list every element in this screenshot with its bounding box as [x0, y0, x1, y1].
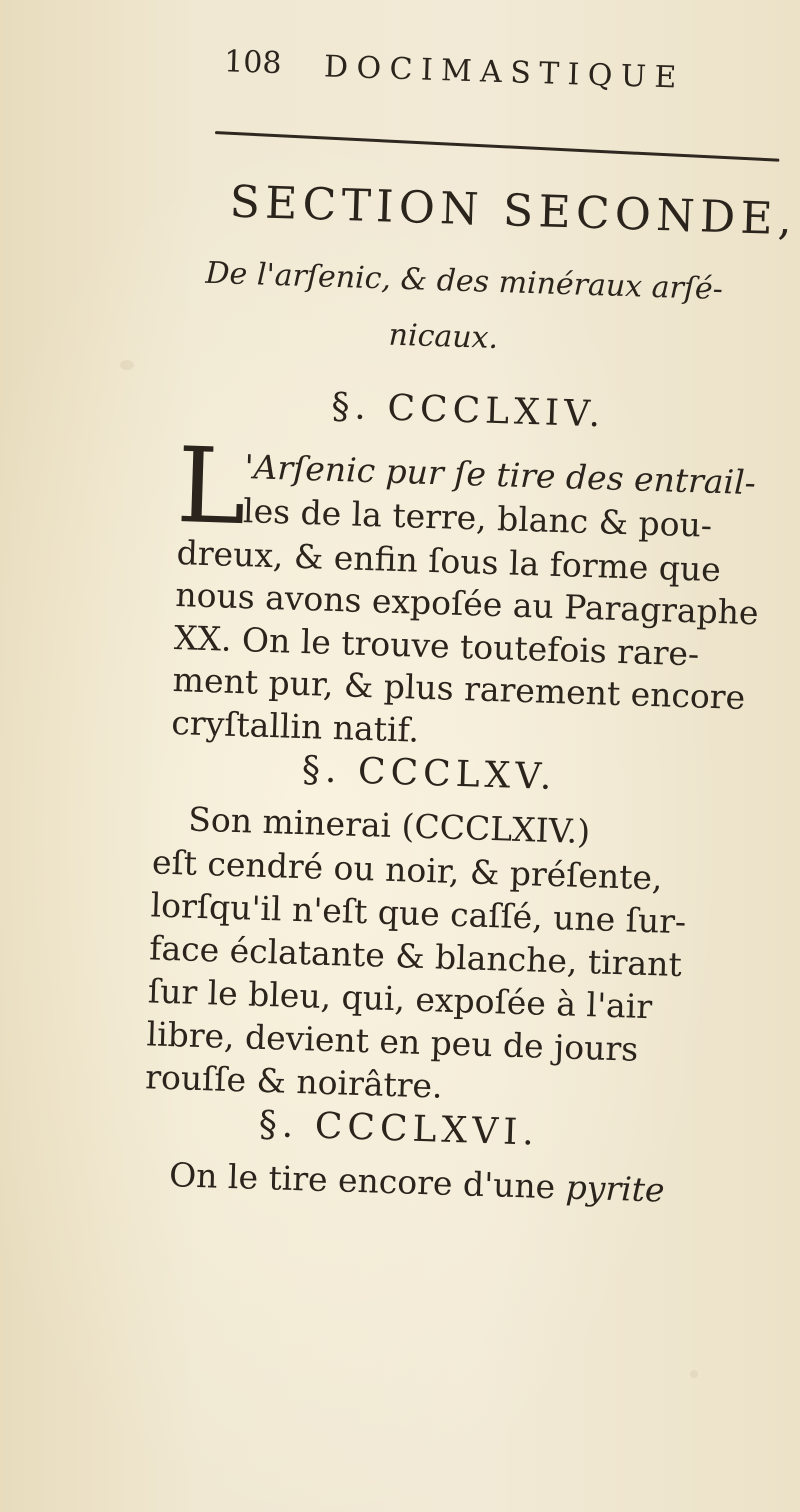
section-subtitle-line-1: De l'arſenic, & des minéraux arſé- — [205, 255, 724, 308]
body-line: libre, devient en peu de jours — [146, 1014, 639, 1069]
body-line: ment pur, & plus rarement encore — [172, 659, 746, 717]
body-text: On le tire encore d'une — [168, 1155, 567, 1207]
body-line: face éclatante & blanche, tirant — [148, 928, 683, 985]
body-line: eſt cendré ou noir, & préſente, — [151, 842, 664, 898]
body-line: rouſſe & noirâtre. — [144, 1057, 444, 1106]
drop-cap: L — [174, 424, 248, 549]
section-subtitle-line-2: nicaux. — [388, 317, 499, 357]
body-line: les de la terre, blanc & pou- — [242, 491, 713, 545]
paragraph-heading: §. CCCLXV. — [301, 749, 558, 799]
paragraph-heading: §. CCCLXVI. — [258, 1103, 540, 1154]
header-rule — [215, 131, 779, 162]
paragraph-heading: §. CCCLXIV. — [330, 385, 606, 436]
body-line: ſur le bleu, qui, expoſée à l'air — [147, 971, 653, 1027]
body-line: dreux, & enfin ſous la forme que — [176, 533, 722, 590]
section-title: SECTION SECONDE, — [229, 176, 798, 246]
running-title: DOCIMASTIQUE — [323, 49, 686, 96]
body-line: 'Arſenic pur ſe tire des entrail- — [243, 447, 757, 503]
italic-word: pyrite — [565, 1167, 666, 1210]
body-line: Son minerai (CCCLXIV.) — [187, 799, 591, 852]
body-line: XX. On le trouve toutefois rare- — [173, 618, 700, 674]
body-line: nous avons expoſée au Paragraphe — [174, 575, 760, 633]
page-number: 108 — [223, 44, 283, 82]
body-line: cryſtallin natif. — [170, 702, 420, 750]
body-line: lorſqu'il n'eſt que caſſé, une ſur- — [150, 885, 687, 942]
body-line — [169, 1155, 666, 1210]
